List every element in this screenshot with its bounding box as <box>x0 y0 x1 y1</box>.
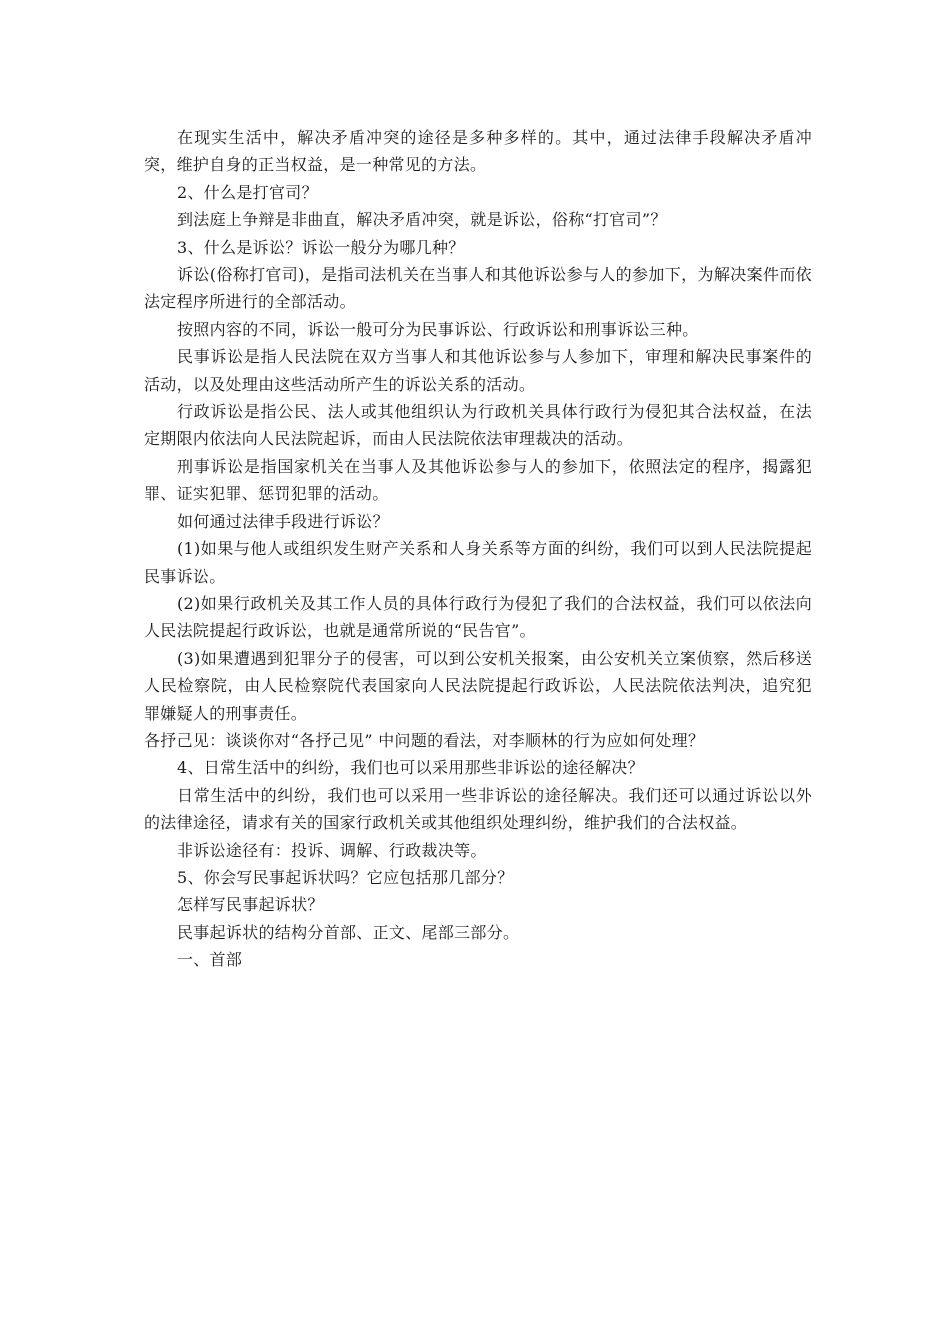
paragraph: (3)如果遭遇到犯罪分子的侵害，可以到公安机关报案，由公安机关立案侦察，然后移送人民检察院，由人民检察院代表国家向人民法院提起行政诉讼，人民法院依法判决，追究犯罪嫌疑人的刑事责任。 <box>144 648 812 723</box>
paragraph: 按照内容的不同，诉讼一般可分为民事诉讼、行政诉讼和刑事诉讼三种。 <box>177 319 699 339</box>
paragraph: (2)如果行政机关及其工作人员的具体行政行为侵犯了我们的合法权益，我们可以依法向人民法院提起行政诉讼，也就是通常所说的“民告官”。 <box>144 593 812 641</box>
document-body <box>144 124 812 974</box>
paragraph: 行政诉讼是指公民、法人或其他组织认为行政机关具体行政行为侵犯其合法权益，在法定期限内依法向人民法院起诉，而由人民法院依法审理裁决的活动。 <box>144 402 812 449</box>
paragraph: 刑事诉讼是指国家机关在当事人及其他诉讼参与人的参加下，依照法定的程序，揭露犯罪、证实犯罪、惩罚犯罪的活动。 <box>144 456 812 504</box>
paragraph: 到法庭上争辩是非曲直，解决矛盾冲突，就是诉讼，俗称“打官司”？ <box>177 210 667 230</box>
paragraph: 如何通过法律手段进行诉讼？ <box>177 511 389 531</box>
paragraph: 2、什么是打官司？ <box>177 182 318 202</box>
paragraph: 非诉讼途径有：投诉、调解、行政裁决等。 <box>177 840 487 860</box>
paragraph: (1)如果与他人或组织发生财产关系和人身关系等方面的纠纷，我们可以到人民法院提起民事诉讼。 <box>144 539 812 586</box>
paragraph: 日常生活中的纠纷，我们也可以采用一些非诉讼的途径解决。我们还可以通过诉讼以外的法律途径，请求有关的国家行政机关或其他组织处理纠纷，维护我们的合法权益。 <box>144 785 812 833</box>
paragraph: 诉讼(俗称打官司)，是指司法机关在当事人和其他诉讼参与人的参加下，为解决案件而依法定程序所进行的全部活动。 <box>144 265 812 312</box>
paragraph: 民事诉讼是指人民法院在双方当事人和其他诉讼参与人参加下，审理和解决民事案件的活动，以及处理由这些活动所产生的诉讼关系的活动。 <box>144 347 812 394</box>
paragraph: 在现实生活中，解决矛盾冲突的途径是多种多样的。其中，通过法律手段解决矛盾冲突，维护自身的正当权益，是一种常见的方法。 <box>144 128 812 175</box>
paragraph: 5、你会写民事起诉状吗？它应包括那几部分？ <box>177 867 514 887</box>
paragraph: 民事起诉状的结构分首部、正文、尾部三部分。 <box>177 922 520 942</box>
paragraph: 3、什么是诉讼？诉讼一般分为哪几种？ <box>177 237 465 257</box>
paragraph: 一、首部 <box>177 950 243 970</box>
paragraph: 各抒己见：谈谈你对“各抒己见” 中问题的看法，对李顺林的行为应如何处理？ <box>144 730 705 750</box>
paragraph: 怎样写民事起诉状？ <box>177 895 324 915</box>
paragraph: 4、日常生活中的纠纷，我们也可以采用那些非诉讼的途径解决？ <box>177 758 644 778</box>
